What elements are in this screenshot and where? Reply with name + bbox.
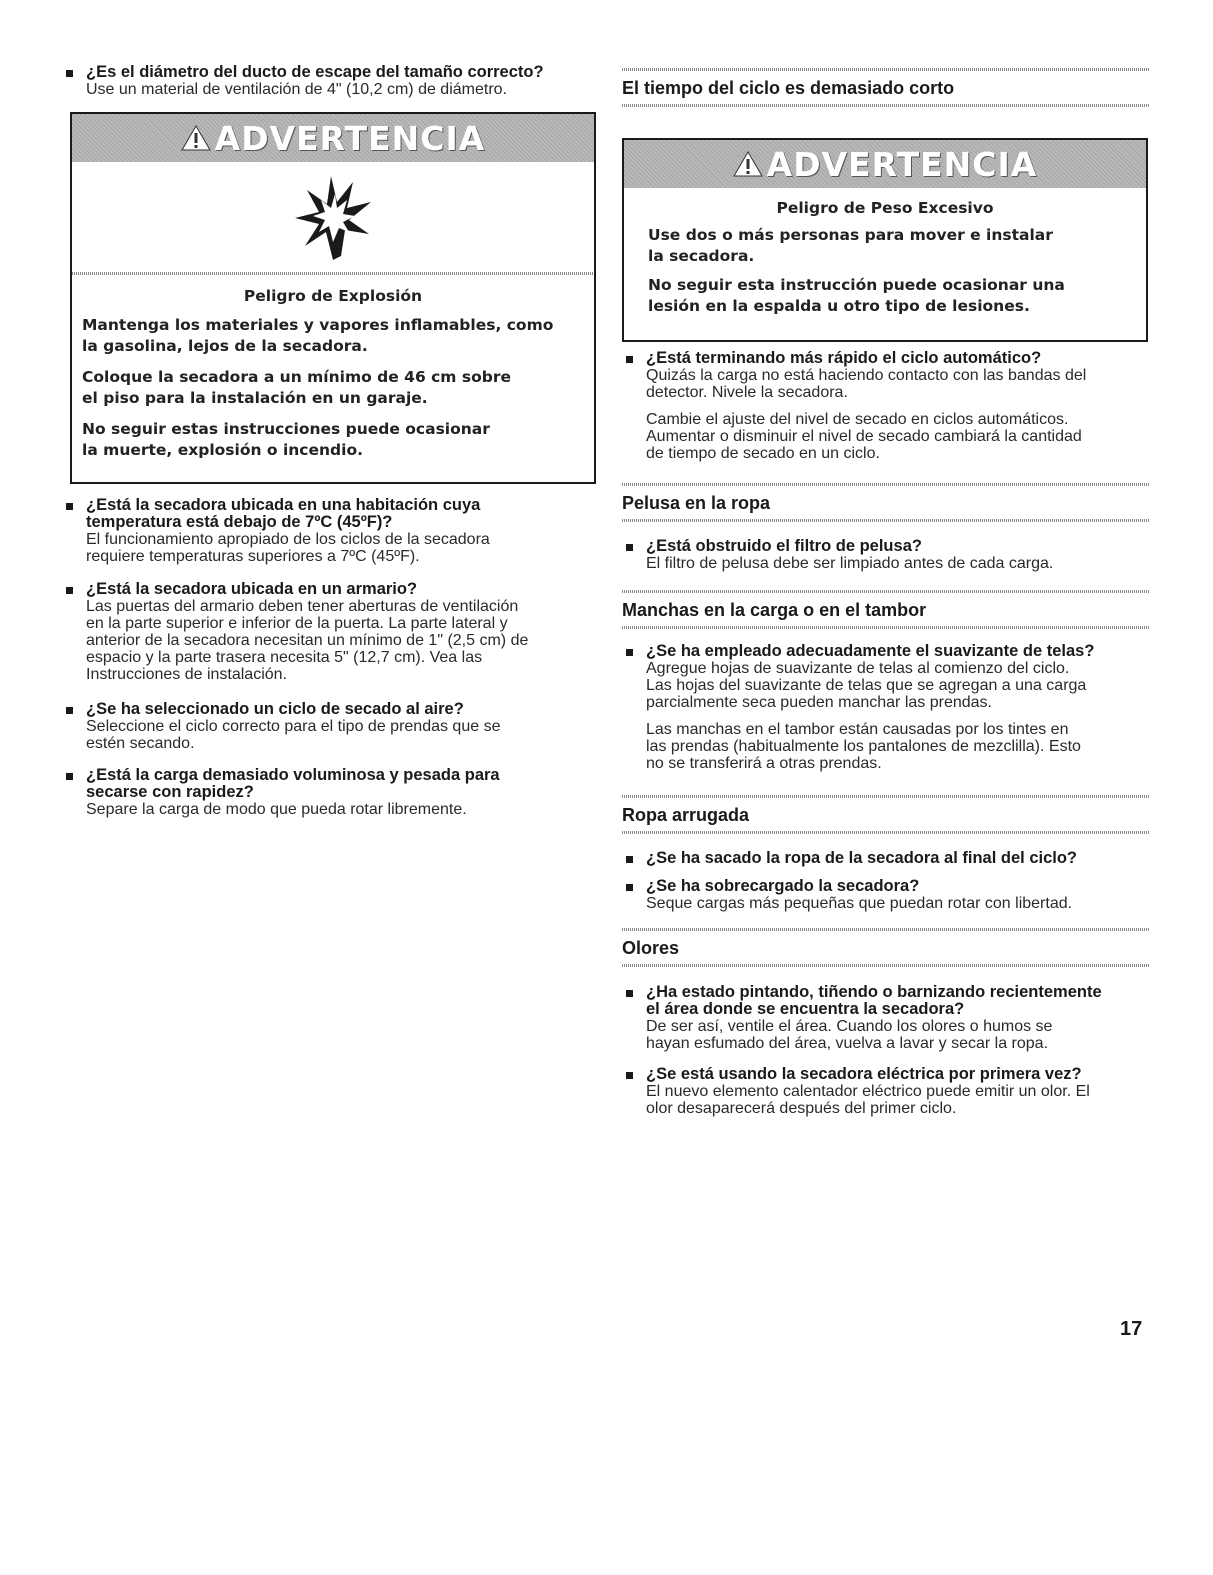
answer: Seque cargas más pequeñas que puedan rotar con libertad. xyxy=(646,895,1073,912)
bullet-icon xyxy=(66,587,73,594)
list-item xyxy=(62,701,616,752)
question: secarse con rapidez? xyxy=(86,783,254,801)
question: ¿Está la carga demasiado voluminosa y pesada para xyxy=(86,766,500,784)
warning-header xyxy=(624,140,1146,188)
bullet-icon xyxy=(626,544,633,551)
list-item xyxy=(62,767,616,818)
divider xyxy=(622,519,1150,522)
warning-line: No seguir esta instrucción puede ocasionar una xyxy=(648,276,1065,294)
list-item xyxy=(622,643,1174,772)
list-item xyxy=(62,64,616,98)
page-number: 17 xyxy=(1120,1318,1143,1340)
bullet-icon xyxy=(626,856,633,863)
divider xyxy=(622,964,1150,967)
answer: Instrucciones de instalación. xyxy=(86,666,287,683)
question: ¿Se ha seleccionado un ciclo de secado al aire? xyxy=(86,700,464,718)
section-header xyxy=(622,928,1150,967)
question: temperatura está debajo de 7ºC (45ºF)? xyxy=(86,513,393,531)
question: ¿Se ha sobrecargado la secadora? xyxy=(646,877,920,895)
warning-line: lesión en la espalda u otro tipo de lesiones. xyxy=(648,297,1030,315)
answer: El funcionamiento apropiado de los ciclos de la secadora xyxy=(86,531,490,548)
paragraph: las prendas (habitualmente los pantalones de mezclilla). Esto xyxy=(646,738,1081,755)
explosion-figure xyxy=(72,162,594,272)
divider xyxy=(622,104,1150,107)
warning-line: la gasolina, lejos de la secadora. xyxy=(82,337,368,355)
list-item xyxy=(62,581,616,683)
answer: anterior de la secadora necesitan un mínimo de 1" (2,5 cm) de xyxy=(86,632,529,649)
section-title: El tiempo del ciclo es demasiado corto xyxy=(622,78,955,98)
question: ¿Se ha sacado la ropa de la secadora al final del ciclo? xyxy=(646,849,1077,867)
answer: estén secando. xyxy=(86,735,195,752)
warning-line: Mantenga los materiales y vapores inflamables, como xyxy=(82,316,554,334)
warning-title: ADVERTENCIA xyxy=(766,144,1038,184)
hazard-name: Peligro de Explosión xyxy=(243,287,423,305)
warning-line: la secadora. xyxy=(648,247,755,265)
answer: detector. Nivele la secadora. xyxy=(646,384,848,401)
section-title: Manchas en la carga o en el tambor xyxy=(622,600,927,620)
answer: Agregue hojas de suavizante de telas al comienzo del ciclo. xyxy=(646,660,1070,677)
answer: Use un material de ventilación de 4" (10,2 cm) de diámetro. xyxy=(86,81,507,98)
answer: Seleccione el ciclo correcto para el tipo de prendas que se xyxy=(86,718,501,735)
warning-box-explosion xyxy=(70,112,596,484)
list-item xyxy=(622,878,1174,912)
hazard-name: Peligro de Peso Excesivo xyxy=(776,199,994,217)
warning-header xyxy=(72,114,594,162)
divider xyxy=(622,831,1150,834)
section-title: Olores xyxy=(622,938,680,958)
answer: Quizás la carga no está haciendo contacto con las bandas del xyxy=(646,367,1087,384)
question: ¿Es el diámetro del ducto de escape del tamaño correcto? xyxy=(86,63,544,81)
question: ¿Está la secadora ubicada en una habitación cuya xyxy=(86,496,481,514)
paragraph: de tiempo de secado en un ciclo. xyxy=(646,445,880,462)
question: ¿Está la secadora ubicada en un armario? xyxy=(86,580,418,598)
bullet-icon xyxy=(66,773,73,780)
warning-triangle-icon xyxy=(181,125,211,151)
warning-text xyxy=(72,286,594,461)
bullet-icon xyxy=(626,1072,633,1079)
answer: Separe la carga de modo que pueda rotar libremente. xyxy=(86,801,467,818)
bullet-icon xyxy=(626,884,633,891)
warning-triangle-icon xyxy=(733,151,763,177)
question: ¿Está terminando más rápido el ciclo automático? xyxy=(646,349,1042,367)
paragraph: no se transferirá a otras prendas. xyxy=(646,755,882,772)
answer: espacio y la parte trasera necesita 5" (12,7 cm). Vea las xyxy=(86,649,483,666)
section-header xyxy=(622,795,1150,834)
answer: requiere temperaturas superiores a 7ºC (45ºF). xyxy=(86,548,420,565)
list-item xyxy=(62,497,616,565)
section-title: Pelusa en la ropa xyxy=(622,493,771,513)
question: el área donde se encuentra la secadora? xyxy=(646,1000,965,1018)
paragraph: Aumentar o disminuir el nivel de secado cambiará la cantidad xyxy=(646,428,1082,445)
answer: El nuevo elemento calentador eléctrico puede emitir un olor. El xyxy=(646,1083,1090,1100)
section-header xyxy=(622,483,1150,522)
divider xyxy=(72,272,594,275)
warning-text xyxy=(624,198,1146,317)
question: ¿Ha estado pintando, tiñendo o barnizando recientemente xyxy=(646,983,1102,1001)
warning-line: No seguir estas instrucciones puede ocasionar xyxy=(82,420,490,438)
answer: olor desaparecerá después del primer ciclo. xyxy=(646,1100,957,1117)
bullet-icon xyxy=(66,503,73,510)
answer: El filtro de pelusa debe ser limpiado antes de cada carga. xyxy=(646,555,1054,572)
answer: Las hojas del suavizante de telas que se agregan a una carga xyxy=(646,677,1087,694)
warning-line: la muerte, explosión o incendio. xyxy=(82,441,363,459)
section-title: Ropa arrugada xyxy=(622,805,750,825)
list-item xyxy=(622,850,1174,867)
answer: en la parte superior e inferior de la puerta. La parte lateral y xyxy=(86,615,508,632)
answer: Las puertas del armario deben tener aberturas de ventilación xyxy=(86,598,519,615)
bullet-icon xyxy=(626,649,633,656)
warning-line: Coloque la secadora a un mínimo de 46 cm sobre xyxy=(82,368,511,386)
paragraph: Cambie el ajuste del nivel de secado en ciclos automáticos. xyxy=(646,411,1069,428)
explosion-icon xyxy=(293,172,373,262)
section-header xyxy=(622,68,1150,107)
answer: parcialmente seca pueden manchar las prendas. xyxy=(646,694,992,711)
warning-box-weight xyxy=(622,138,1148,342)
bullet-icon xyxy=(626,990,633,997)
answer: hayan esfumado del área, vuelva a lavar y secar la ropa. xyxy=(646,1035,1049,1052)
section-header xyxy=(622,590,1150,629)
answer: De ser así, ventile el área. Cuando los olores o humos se xyxy=(646,1018,1053,1035)
question: ¿Está obstruido el filtro de pelusa? xyxy=(646,537,922,555)
warning-line: Use dos o más personas para mover e instalar xyxy=(648,226,1053,244)
paragraph: Las manchas en el tambor están causadas por los tintes en xyxy=(646,721,1069,738)
warning-line: el piso para la instalación en un garaje. xyxy=(82,389,428,407)
warning-title: ADVERTENCIA xyxy=(214,118,486,158)
list-item xyxy=(622,1066,1174,1117)
question: ¿Se ha empleado adecuadamente el suavizante de telas? xyxy=(646,642,1095,660)
list-item xyxy=(622,984,1174,1052)
question: ¿Se está usando la secadora eléctrica por primera vez? xyxy=(646,1065,1082,1083)
divider xyxy=(622,626,1150,629)
list-item xyxy=(622,538,1174,572)
list-item xyxy=(622,350,1174,462)
bullet-icon xyxy=(626,356,633,363)
bullet-icon xyxy=(66,707,73,714)
bullet-icon xyxy=(66,70,73,77)
